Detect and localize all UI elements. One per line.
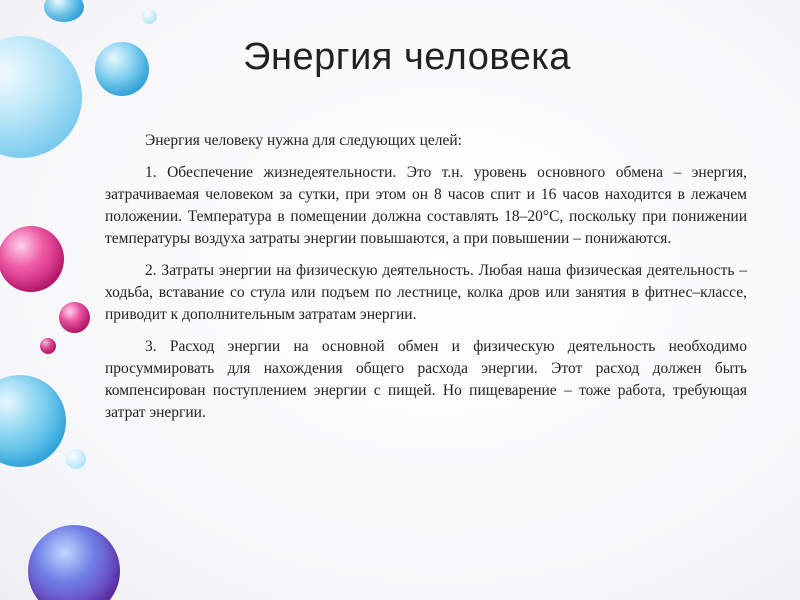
bubble-decoration <box>28 525 120 600</box>
paragraph-1: 1. Обеспечение жизнедеятельности. Это т.н. уровень основного обмена – энергия, затрачиваемая человеком за сутки, при этом он 8 часов спит и 16 часов находится в лежачем положении. Температура в помещении должна составлять 18–20°С, поскольку при понижении температуры воздуха затраты энергии повышаются, а при повышении – понижаются. <box>105 164 747 247</box>
slide-title: Энергия человека <box>243 36 571 78</box>
bubble-decoration <box>0 375 66 467</box>
intro-paragraph: Энергия человеку нужна для следующих целей: <box>145 132 462 149</box>
paragraph-3: 3. Расход энергии на основной обмен и физическую деятельность необходимо просуммировать для нахождения общего расхода энергии. Этот расход должен быть компенсирован поступлением энергии с пищей. Но пищеварение – тоже работа, требующая затрат энергии. <box>105 338 747 421</box>
bubble-decoration <box>59 302 90 333</box>
paragraph-2: 2. Затраты энергии на физическую деятельность. Любая наша физическая деятельность – ходьба, вставание со стула или подъем по лестнице, колка дров или занятия в фитнес–классе, приводит к дополнительным затратам энергии. <box>105 262 747 323</box>
bubble-decoration <box>40 338 56 354</box>
bubble-decoration <box>44 0 84 22</box>
slide-body <box>105 130 747 434</box>
bubble-decoration <box>142 9 157 24</box>
bubble-decoration <box>0 226 64 292</box>
bubble-decoration <box>66 449 86 469</box>
